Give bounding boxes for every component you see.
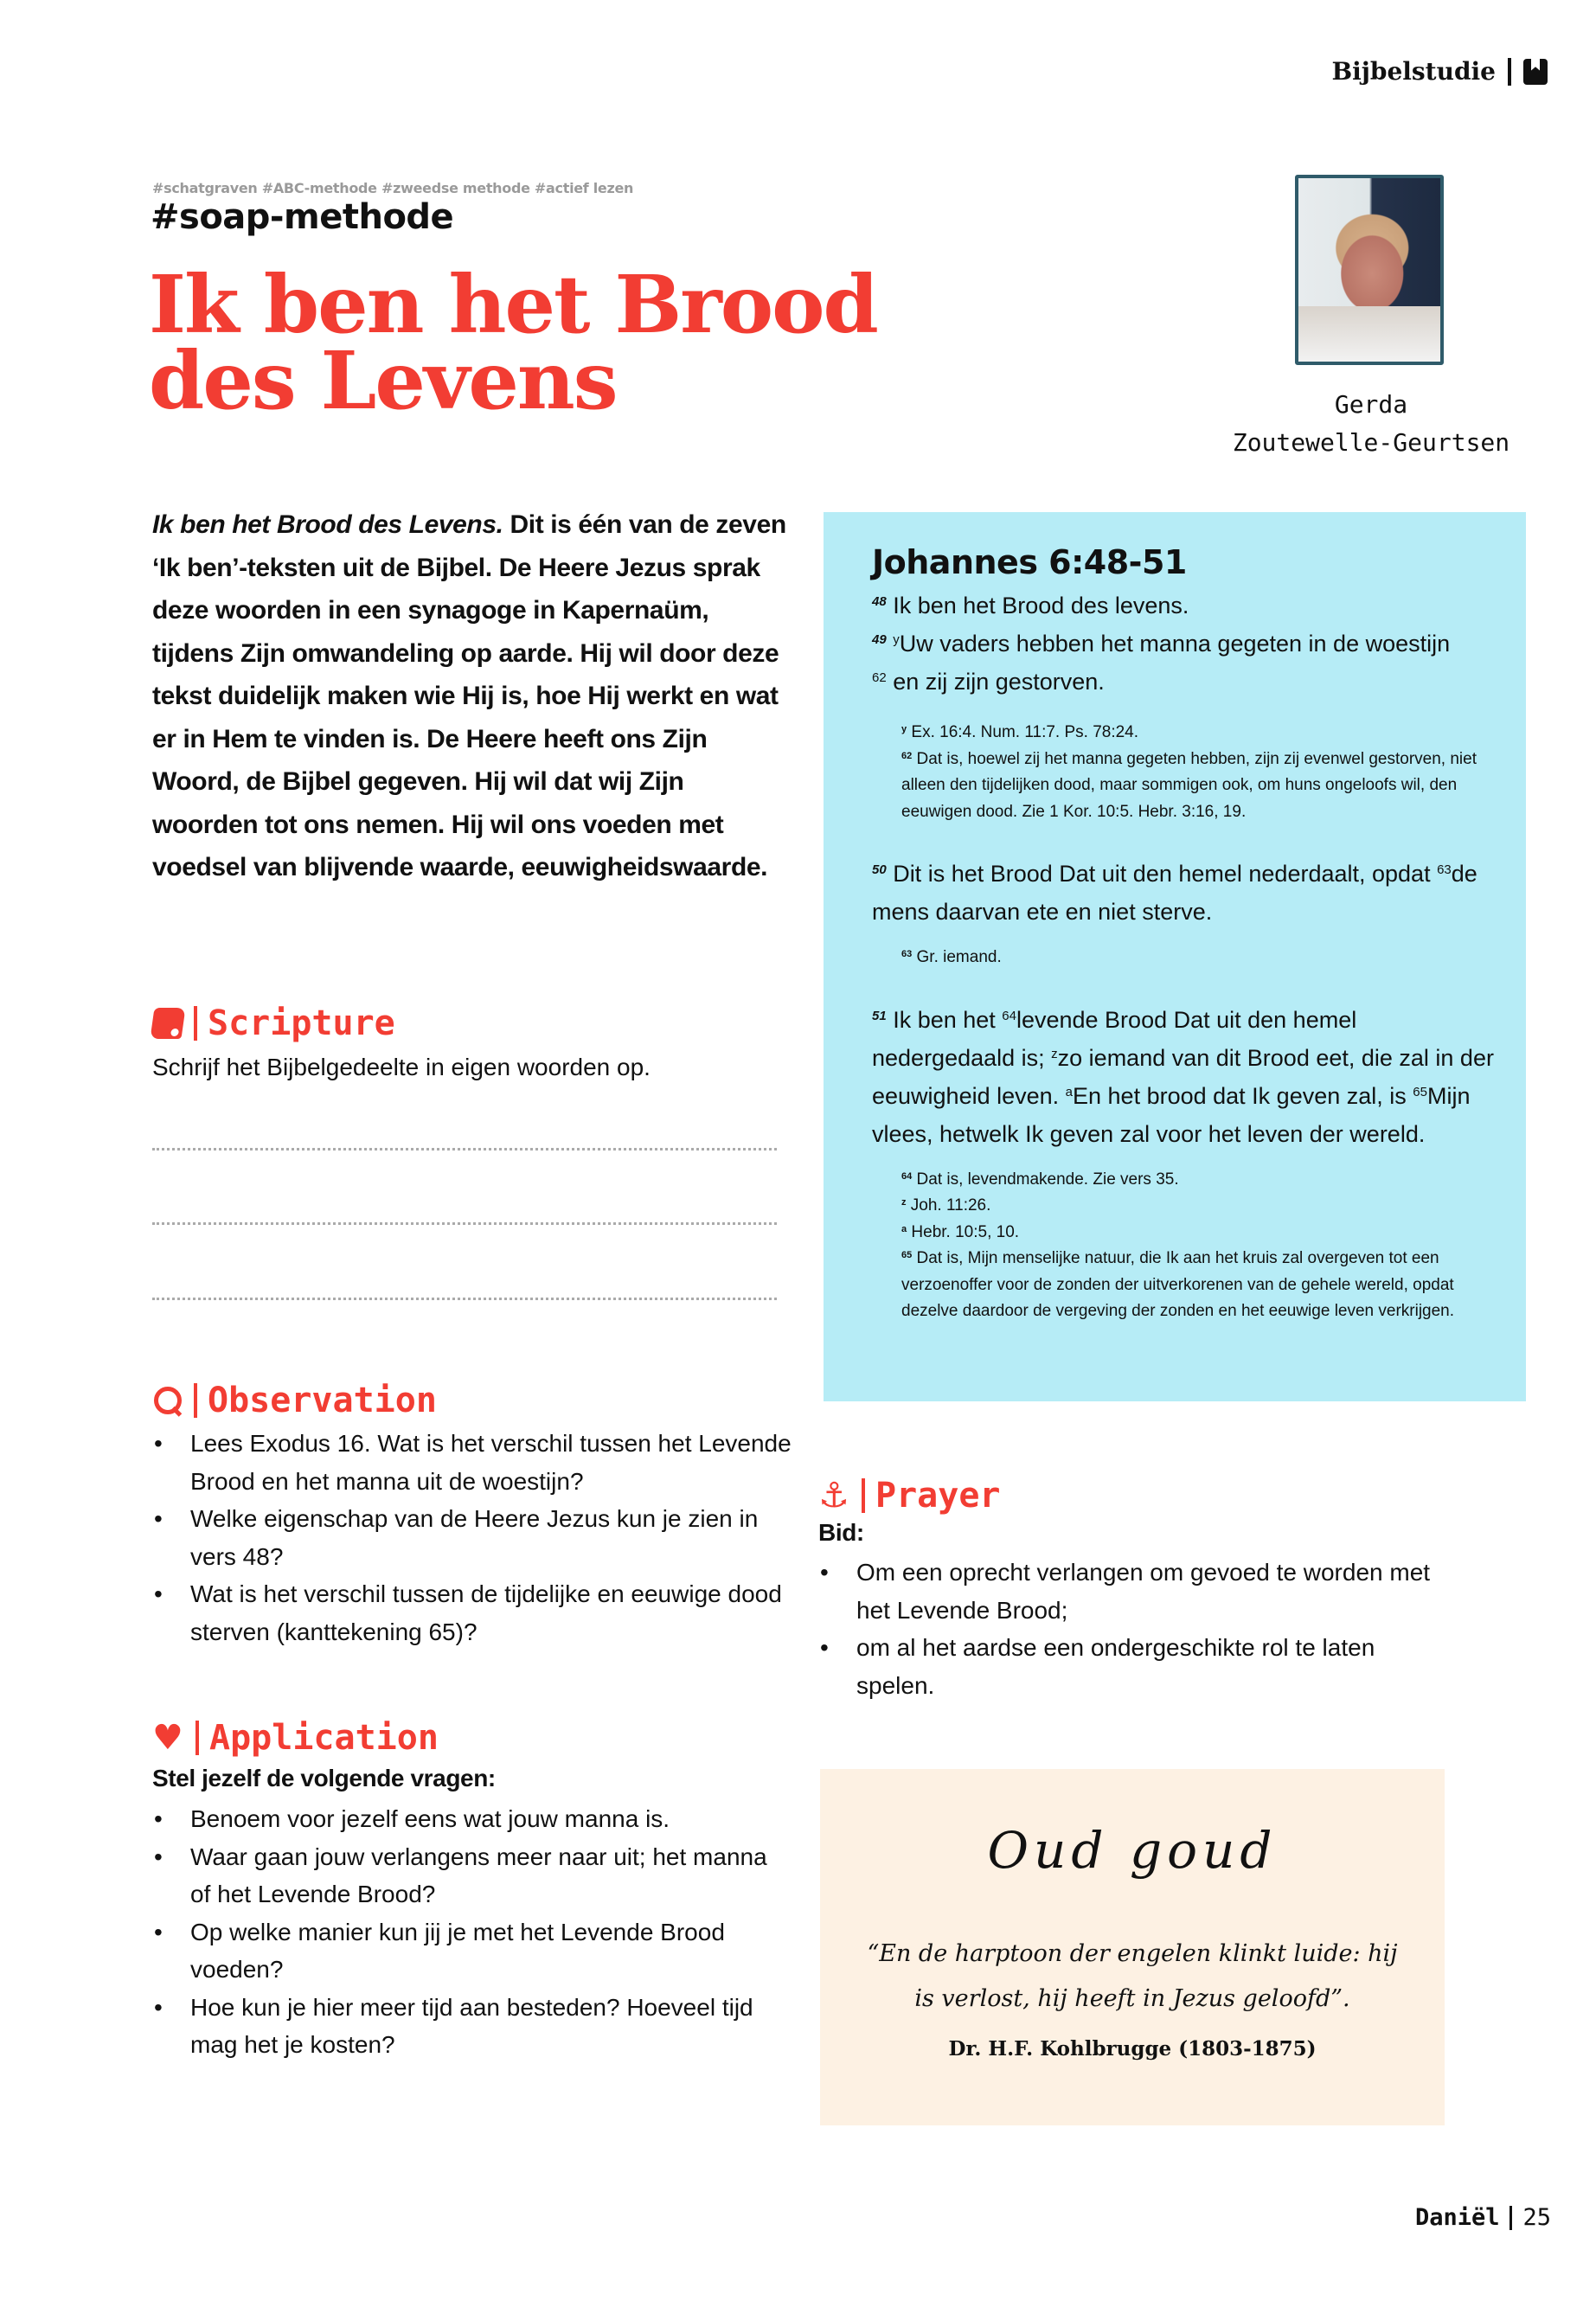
search-icon [152,1385,183,1416]
application-heading [152,1718,439,1758]
scripture-instruction: Schrijf het Bijbelgedeelte in eigen woorden op. [152,1054,651,1080]
footnote-marker: 64 [901,1170,913,1182]
footnote-marker: 63 [901,949,913,959]
divider [194,1383,197,1418]
page-footer [1415,2204,1551,2231]
footnote-marker: z [1051,1046,1058,1061]
footnote-text: Dat is, Mijn menselijke natuur, die Ik aan het kruis zal overgeven tot een verzoenoffer voor de zonden der uitverkorenen van de gehele wereld, opdat dezelve daardoor de vergeving der zonden en het eeuwige leven verkrijgen. [901,1249,1455,1320]
verse-51 [872,1001,1495,1153]
footnote [901,1246,1477,1325]
verse-text: zo iemand van dit Brood eet, die zal in der eeuwigheid leven. [872,1044,1494,1109]
divider [194,1006,197,1041]
prayer-heading-label: Prayer [875,1476,1001,1516]
author-first-name: Gerda [1334,390,1408,419]
observation-heading-label: Observation [208,1381,437,1420]
intro-body: Dit is één van de zeven ‘Ik ben’-teksten uit de Bijbel. De Heere Jezus sprak deze woorden in een synagoge in Kapernaüm, tijdens Zijn omwandeling op aarde. Hij wil door deze tekst duidelijk maken wie Hij is, hoe Hij werkt en wat er in Hem te vinden is. De Heere heeft ons Zijn Woord, de Bijbel gegeven. Hij wil dat wij Zijn woorden tot ons nemen. Hij wil ons voeden met voedsel van blijvende waarde, eeuwigheidswaarde. [152,510,786,881]
list-item: • Hoe kun je hier meer tijd aan besteden? Hoeveel tijd mag het je kosten? [152,1989,792,2064]
observation-list [152,1425,792,1650]
verse-text: de mens daarvan ete en niet sterve. [872,861,1477,925]
footnote-marker: y [893,632,900,647]
verse-number: 51 [872,1008,887,1023]
prayer-intro: Bid: [818,1519,864,1546]
list-item: • Om een oprecht verlangen om gevoed te worden met het Levende Brood; [818,1554,1458,1629]
quote-author: Dr. H.F. Kohlbrugge (1803-1875) [948,2037,1317,2061]
list-item: • Benoem voor jezelf eens wat jouw manna is. [152,1800,792,1838]
footnote-text: Dat is, hoewel zij het manna gegeten hebben, zijn zij evenwel gestorven, niet alleen den tijdelijken dood, maar sommigen ook, om huns ongeloofs wil, den eeuwigen dood. Zie 1 Kor. 10:5. Hebr. 3:16, 19. [901,749,1477,821]
footnote-text: Hebr. 10:5, 10. [907,1222,1020,1241]
application-intro: Stel jezelf de volgende vragen: [152,1765,496,1791]
footnotes-50 [872,945,1477,971]
prayer-list [818,1554,1458,1704]
scripture-heading-label: Scripture [208,1003,395,1043]
method-tag: #soap-methode [151,197,454,237]
verse-text: Dit is het Brood Dat uit den hemel nederdaalt, opdat [886,861,1438,887]
author-name [1211,386,1531,462]
answer-line-2[interactable] [152,1222,777,1225]
heart-icon: ♥ [152,1718,183,1758]
verse-text: en zij zijn gestorven. [886,669,1105,695]
verse-50 [872,855,1495,931]
section-tag [1331,57,1548,86]
bible-passage-box [824,512,1526,1401]
title-line-1: Ik ben het Brood [149,258,877,351]
related-tags: #schatgraven #ABC-methode #zweedse methode #actief lezen [152,180,634,196]
footnotes-51 [872,1167,1477,1325]
list-item: • Waar gaan jouw verlangens meer naar uit; het manna of het Levende Brood? [152,1838,792,1913]
prayer-heading [818,1476,1001,1516]
divider [1508,58,1511,86]
list-item: • Lees Exodus 16. Wat is het verschil tussen het Levende Brood en het manna uit de woestijn? [152,1425,792,1500]
footnote-marker: z [901,1197,907,1208]
footnote-marker: 62 [872,670,887,685]
footnote-text: Gr. iemand. [912,948,1002,966]
verse-number: 49 [872,632,887,647]
verse-number: 50 [872,862,887,877]
verse-49 [872,625,1495,663]
footnote-marker: a [901,1223,907,1234]
footnote [901,1167,1477,1194]
book-bookmark-icon [1523,59,1548,85]
answer-line-1[interactable] [152,1148,777,1150]
page-number: 25 [1522,2204,1551,2231]
verse-text: En het brood dat Ik geven zal, is [1073,1082,1413,1109]
list-item: • Welke eigenschap van de Heere Jezus kun je zien in vers 48? [152,1500,792,1575]
page-title [149,258,927,427]
footnote [901,945,1477,971]
verse-text: Mijn vlees, hetwelk Ik geven zal voor het leven der wereld. [872,1082,1471,1147]
list-item: • om al het aardse een ondergeschikte rol te laten spelen. [818,1629,1458,1704]
footnote [901,1193,1477,1220]
verse-49-continued [872,663,1495,701]
scripture-heading [152,1003,395,1043]
magazine-name: Daniël [1414,2204,1500,2231]
quote-title: Oud goud [987,1821,1278,1880]
observation-heading [152,1381,437,1420]
verse-number: 48 [872,594,887,609]
footnote-marker: 62 [901,750,913,761]
quote-text: “En de harptoon der engelen klinkt luide: hij is verlost, hij heeft in Jezus geloofd”. [867,1940,1398,2012]
section-label: Bijbelstudie [1331,57,1496,86]
list-item: • Op welke manier kun jij je met het Levende Brood voeden? [152,1913,792,1989]
footnote [901,747,1477,826]
anchor-icon: ⚓ [818,1476,849,1516]
intro-paragraph [152,503,792,889]
list-item: • Wat is het verschil tussen de tijdelijke en eeuwige dood sterven (kanttekening 65)? [152,1575,792,1650]
footnote-marker: a [1065,1084,1074,1099]
author-last-name: Zoutewelle-Geurtsen [1232,428,1510,457]
divider [195,1721,199,1755]
verse-text: Ik ben het [886,1006,1003,1033]
divider [1509,2206,1512,2230]
author-photo [1295,175,1444,365]
footnote-text: Joh. 11:26. [906,1196,991,1215]
footnote-marker: y [901,724,907,734]
footnote-text: Ex. 16:4. Num. 11:7. Ps. 78:24. [907,723,1139,741]
verse-text: Ik ben het Brood des levens. [886,593,1189,619]
footnote-marker: 65 [901,1250,913,1260]
footnote [901,1220,1477,1247]
verse-text: Uw vaders hebben het manna gegeten in de woestijn [899,631,1451,657]
footnotes-49 [872,720,1477,825]
scroll-icon [150,1008,185,1039]
bible-reference: Johannes 6:48-51 [872,543,1187,581]
title-line-2: des Levens [149,334,617,427]
footnote [901,720,1477,747]
footnote-marker: 63 [1437,862,1452,877]
intro-lead: Ik ben het Brood des Levens. [152,510,503,539]
verse-48 [872,586,1495,625]
answer-line-3[interactable] [152,1298,777,1300]
footnote-marker: 65 [1413,1084,1427,1099]
quote-box [820,1769,1445,2125]
divider [862,1478,865,1513]
application-list [152,1800,792,2064]
verse-text: levende Brood Dat uit den hemel nedergedaald is; [872,1006,1357,1071]
application-heading-label: Application [209,1718,439,1758]
footnote-marker: 64 [1002,1008,1016,1023]
footnote-text: Dat is, levendmakende. Zie vers 35. [912,1170,1179,1189]
